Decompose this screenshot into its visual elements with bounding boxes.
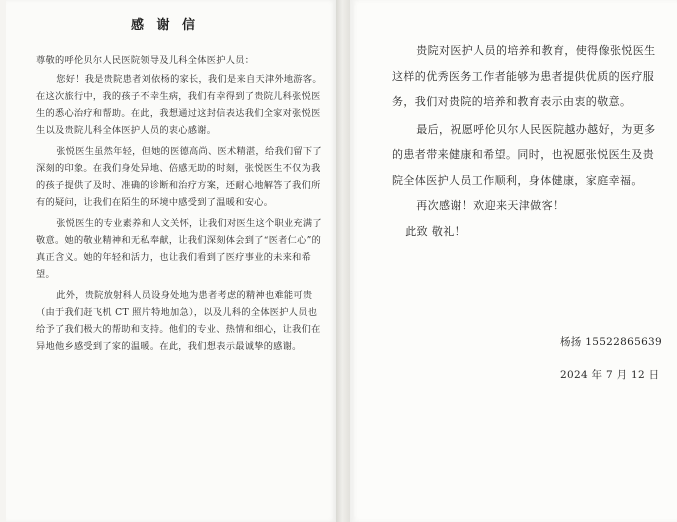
letter-salutation: 尊敬的呼伦贝尔人民医院领导及儿科全体医护人员：: [36, 55, 255, 66]
letter-paragraph: 最后，祝愿呼伦贝尔人民医院越办越好，为更多的患者带来健康和希望。同时，也祝愿张悦医生及贵院全体医护人员工作顺利，身体健康，家庭幸福。: [392, 122, 656, 187]
letter-signer: 杨扬 15522865639: [560, 336, 663, 348]
letter-paragraph: 张悦医生虽然年轻，但她的医德高尚、医术精湛，给我们留下了深刻的印象。在我们身处异地、倍感无助的时刻，张悦医生不仅为我的孩子提供了及时、准确的诊断和治疗方案，还耐心地解答了我们所有的疑问，让我们在陌生的环境中感受到了温暖和安心。: [36, 146, 322, 208]
letter-title: 感 谢 信: [130, 18, 200, 33]
letter-paragraph: 再次感谢！欢迎来天津做客！: [416, 199, 565, 212]
letter-paragraph: 贵院对医护人员的培养和教育，使得像张悦医生这样的优秀医务工作者能够为患者提供优质的医疗服务，我们对贵院的培养和教育表示由衷的敬意。: [392, 44, 656, 108]
letter-date: 2024 年 7 月 12 日: [560, 369, 660, 381]
letter-closing: 此致 敬礼！: [405, 224, 467, 238]
letter-paragraph: 您好！我是贵院患者刘依杨的家长，我们是来自天津外地游客。在这次旅行中，我的孩子不幸生病，我们有幸得到了贵院儿科张悦医生的悉心治疗和帮助。在此，我想通过这封信表达我们全家对张悦医生以及贵院儿科全体医护人员的衷心感谢。: [36, 74, 322, 136]
letter-body-right: [392, 38, 662, 244]
letter-paragraph: 张悦医生的专业素养和人文关怀，让我们对医生这个职业充满了敬意。她的敬业精神和无私奉献，让我们深刻体会到了“医者仁心”的真正含义。她的年轻和活力，也让我们看到了医疗事业的未来和希望。: [36, 218, 322, 280]
page-gutter: [336, 0, 350, 522]
letter-paragraph: 此外，贵院放射科人员设身处地为患者考虑的精神也难能可贵（由于我们赶飞机 CT 照片特地加急），以及儿科的全体医护人员也给予了我们极大的帮助和支持。他们的专业、热情和细心，让我们在异地他乡感受到了家的温暖。在此，我们想表示最诚挚的感谢。: [36, 290, 321, 352]
letter-body-left: [36, 52, 326, 359]
